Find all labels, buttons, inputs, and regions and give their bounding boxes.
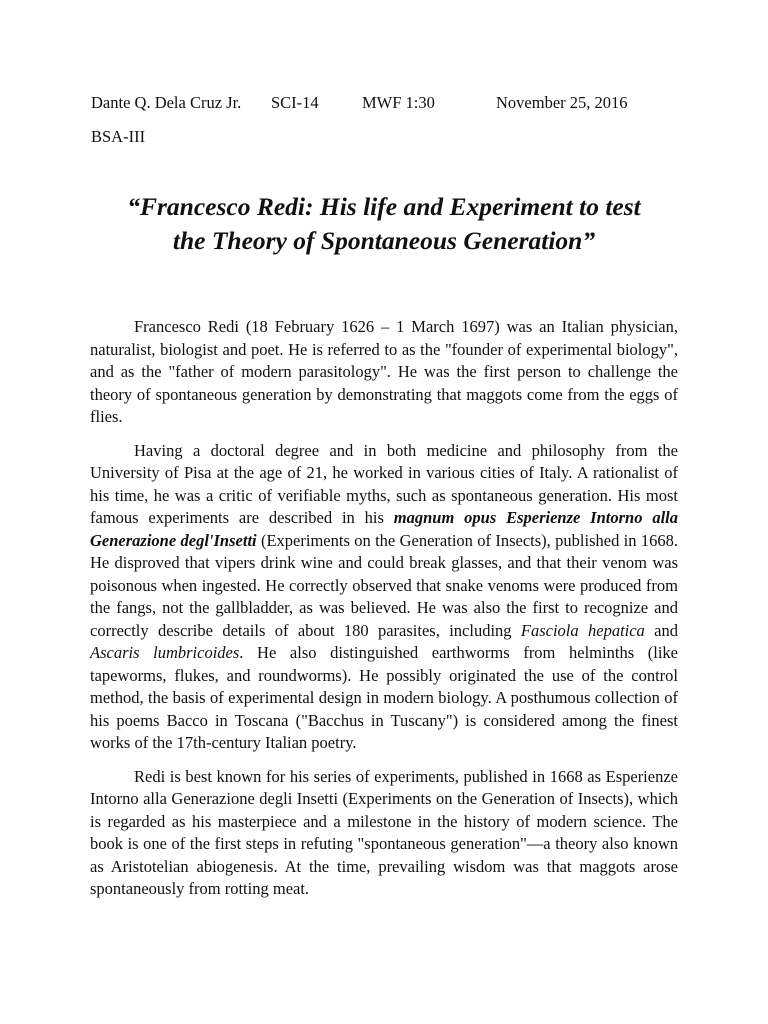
class-schedule: MWF 1:30 xyxy=(362,93,435,112)
paragraph-3: Redi is best known for his series of experiments, published in 1668 as Esperienze Intorno alla Generazione degli Insetti (Experiments on the Generation of Insects), which is regarded as his masterpiece and a milestone in the history of modern science. The book is one of the first steps in refuting "spontaneous generation"—a theory also known as Aristotelian abiogenesis. At the time, prevailing wisdom was that maggots arose spontaneously from rotting meat. xyxy=(90,766,678,898)
document-title xyxy=(60,190,708,258)
section-label: BSA-III xyxy=(91,127,146,146)
species-ascaris: Ascaris lumbricoides xyxy=(90,643,240,662)
course-code: SCI-14 xyxy=(271,93,319,112)
paragraph-2 xyxy=(90,440,678,755)
magnum-opus-title: magnum opus Esperienze Intorno alla Generazione degl'Insetti xyxy=(90,508,678,550)
document-date: November 25, 2016 xyxy=(496,93,628,112)
author-name: Dante Q. Dela Cruz Jr. xyxy=(91,93,242,112)
paragraph-2-text-c: (Experiments on the Generation of Insects), published in 1668. He disproved that vipers drink wine and could break glasses, and that their venom was poisonous when ingested. He correctly observed that snake venoms were produced from the fangs, not the gallbladder, as was believed. He was also the first to recognize and correctly describe details of about 180 parasites, including xyxy=(90,530,678,640)
paragraph-2-text-a: Having a doctoral degree and in both medicine and philosophy from the University of Pisa at the age of 21, he worked in various cities of Italy. A rationalist of his time, he was a critic of verifiable myths, such as spontaneous generation. His most famous experiments are described in his xyxy=(90,440,678,527)
title-line-1: “Francesco Redi: His life and Experiment to test xyxy=(127,192,641,221)
paragraph-2-text-e: and xyxy=(644,620,678,640)
title-line-2: the Theory of Spontaneous Generation” xyxy=(172,226,596,255)
paragraph-1: Francesco Redi (18 February 1626 – 1 March 1697) was an Italian physician, naturalist, biologist and poet. He is referred to as the "founder of experimental biology", and as the "father of modern parasitology". He was the first person to challenge the theory of spontaneous generation by demonstrating that maggots come from the eggs of flies. xyxy=(90,317,678,426)
paragraph-2-text-g: . He also distinguished earthworms from helminths (like tapeworms, flukes, and roundworms). He possibly originated the use of the control method, the basis of experimental design in modern biology. A posthumous collection of his poems Bacco in Toscana ("Bacchus in Tuscany") is considered among the finest works of the 17th-century Italian poetry. xyxy=(90,643,678,752)
document-body xyxy=(90,316,678,912)
species-fasciola: Fasciola hepatica xyxy=(520,620,645,640)
